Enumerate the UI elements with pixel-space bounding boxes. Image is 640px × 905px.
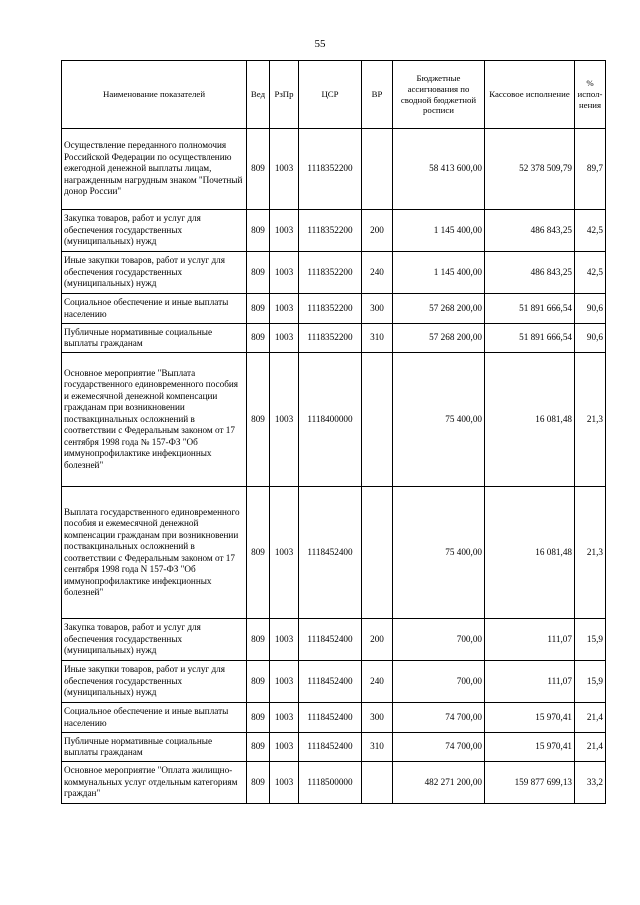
row-csr: 1118452400 (299, 733, 362, 762)
row-percent: 89,7 (575, 129, 606, 210)
row-ved: 809 (247, 210, 270, 252)
table-row (62, 210, 606, 252)
row-cash: 52 378 509,79 (485, 129, 575, 210)
table-row (62, 733, 606, 762)
row-rzpr: 1003 (270, 210, 299, 252)
row-cash: 486 843,25 (485, 252, 575, 294)
row-name: Основное мероприятие "Оплата жилищно-коммунальных услуг отдельным категориям граждан" (62, 762, 247, 804)
row-ved: 809 (247, 762, 270, 804)
row-name: Публичные нормативные социальные выплаты гражданам (62, 733, 247, 762)
table-row (62, 762, 606, 804)
row-name: Социальное обеспечение и иные выплаты населению (62, 294, 247, 324)
row-budget: 57 268 200,00 (393, 294, 485, 324)
row-cash: 159 877 699,13 (485, 762, 575, 804)
row-percent: 21,3 (575, 487, 606, 619)
row-rzpr: 1003 (270, 129, 299, 210)
row-ved: 809 (247, 661, 270, 703)
row-budget: 700,00 (393, 619, 485, 661)
header-ved: Вед (247, 61, 270, 129)
row-ved: 809 (247, 324, 270, 353)
row-budget: 1 145 400,00 (393, 252, 485, 294)
row-vr (362, 487, 393, 619)
row-vr (362, 762, 393, 804)
row-name: Выплата государственного единовременного пособия и ежемесячной денежной компенсации гражданам при возникновении поствакцинальных осложнений в соответствии с Федеральным законом от 17 сентября 1998 года N 157-ФЗ "Об иммунопрофилактике инфекционных болезней" (62, 487, 247, 619)
row-percent: 90,6 (575, 324, 606, 353)
row-csr: 1118352200 (299, 324, 362, 353)
table-row (62, 703, 606, 733)
row-name: Основное мероприятие "Выплата государственного единовременного пособия и ежемесячной денежной компенсации гражданам при возникновении поствакцинальных осложнений в соответствии с Федеральным законом от 17 сентября 1998 года № 157-ФЗ "Об иммунопрофилактике инфекционных болезней" (62, 353, 247, 487)
row-percent: 90,6 (575, 294, 606, 324)
row-vr: 300 (362, 703, 393, 733)
row-vr (362, 129, 393, 210)
row-csr: 1118452400 (299, 487, 362, 619)
row-rzpr: 1003 (270, 487, 299, 619)
row-cash: 16 081,48 (485, 487, 575, 619)
row-rzpr: 1003 (270, 619, 299, 661)
row-csr: 1118400000 (299, 353, 362, 487)
header-percent: % испол-нения (575, 61, 606, 129)
header-cash: Кассовое исполнение (485, 61, 575, 129)
row-name: Публичные нормативные социальные выплаты гражданам (62, 324, 247, 353)
row-cash: 111,07 (485, 619, 575, 661)
row-rzpr: 1003 (270, 703, 299, 733)
table-row (62, 294, 606, 324)
header-csr: ЦСР (299, 61, 362, 129)
row-csr: 1118352200 (299, 210, 362, 252)
header-name: Наименование показателей (62, 61, 247, 129)
row-ved: 809 (247, 487, 270, 619)
row-vr (362, 353, 393, 487)
row-csr: 1118500000 (299, 762, 362, 804)
row-vr: 240 (362, 661, 393, 703)
row-budget: 482 271 200,00 (393, 762, 485, 804)
row-vr: 200 (362, 619, 393, 661)
row-csr: 1118452400 (299, 619, 362, 661)
row-cash: 15 970,41 (485, 733, 575, 762)
row-ved: 809 (247, 703, 270, 733)
row-percent: 42,5 (575, 252, 606, 294)
table-row (62, 619, 606, 661)
row-csr: 1118352200 (299, 129, 362, 210)
row-rzpr: 1003 (270, 661, 299, 703)
row-percent: 33,2 (575, 762, 606, 804)
row-percent: 21,3 (575, 353, 606, 487)
row-budget: 57 268 200,00 (393, 324, 485, 353)
row-cash: 51 891 666,54 (485, 324, 575, 353)
row-cash: 486 843,25 (485, 210, 575, 252)
row-percent: 21,4 (575, 703, 606, 733)
row-rzpr: 1003 (270, 252, 299, 294)
row-budget: 700,00 (393, 661, 485, 703)
row-cash: 15 970,41 (485, 703, 575, 733)
row-name: Закупка товаров, работ и услуг для обеспечения государственных (муниципальных) нужд (62, 619, 247, 661)
row-vr: 240 (362, 252, 393, 294)
table-row (62, 353, 606, 487)
row-cash: 16 081,48 (485, 353, 575, 487)
table-header-row (62, 61, 606, 129)
row-vr: 310 (362, 733, 393, 762)
row-csr: 1118452400 (299, 661, 362, 703)
row-csr: 1118352200 (299, 294, 362, 324)
row-vr: 310 (362, 324, 393, 353)
row-percent: 15,9 (575, 619, 606, 661)
row-vr: 200 (362, 210, 393, 252)
table-row (62, 324, 606, 353)
row-csr: 1118352200 (299, 252, 362, 294)
row-name: Иные закупки товаров, работ и услуг для обеспечения государственных (муниципальных) нужд (62, 661, 247, 703)
row-percent: 21,4 (575, 733, 606, 762)
row-budget: 74 700,00 (393, 733, 485, 762)
row-rzpr: 1003 (270, 733, 299, 762)
table-row (62, 129, 606, 210)
row-rzpr: 1003 (270, 353, 299, 487)
row-rzpr: 1003 (270, 294, 299, 324)
row-budget: 75 400,00 (393, 353, 485, 487)
row-vr: 300 (362, 294, 393, 324)
table-row (62, 661, 606, 703)
row-name: Иные закупки товаров, работ и услуг для обеспечения государственных (муниципальных) нужд (62, 252, 247, 294)
row-ved: 809 (247, 252, 270, 294)
row-budget: 1 145 400,00 (393, 210, 485, 252)
page-number: 55 (314, 38, 326, 50)
header-vr: ВР (362, 61, 393, 129)
row-ved: 809 (247, 733, 270, 762)
row-name: Социальное обеспечение и иные выплаты населению (62, 703, 247, 733)
row-name: Закупка товаров, работ и услуг для обеспечения государственных (муниципальных) нужд (62, 210, 247, 252)
row-percent: 15,9 (575, 661, 606, 703)
row-name: Осуществление переданного полномочия Российской Федерации по осуществлению ежегодной денежной выплаты лицам, награжденным нагрудным знаком "Почетный донор России" (62, 129, 247, 210)
row-ved: 809 (247, 294, 270, 324)
row-budget: 74 700,00 (393, 703, 485, 733)
row-ved: 809 (247, 619, 270, 661)
row-ved: 809 (247, 129, 270, 210)
row-rzpr: 1003 (270, 324, 299, 353)
table-row (62, 252, 606, 294)
row-cash: 51 891 666,54 (485, 294, 575, 324)
budget-execution-table (61, 60, 606, 804)
table-row (62, 487, 606, 619)
header-rzpr: РзПр (270, 61, 299, 129)
header-budget: Бюджетные ассигнования по сводной бюджетной росписи (393, 61, 485, 129)
row-cash: 111,07 (485, 661, 575, 703)
row-rzpr: 1003 (270, 762, 299, 804)
row-ved: 809 (247, 353, 270, 487)
row-csr: 1118452400 (299, 703, 362, 733)
row-percent: 42,5 (575, 210, 606, 252)
row-budget: 58 413 600,00 (393, 129, 485, 210)
row-budget: 75 400,00 (393, 487, 485, 619)
